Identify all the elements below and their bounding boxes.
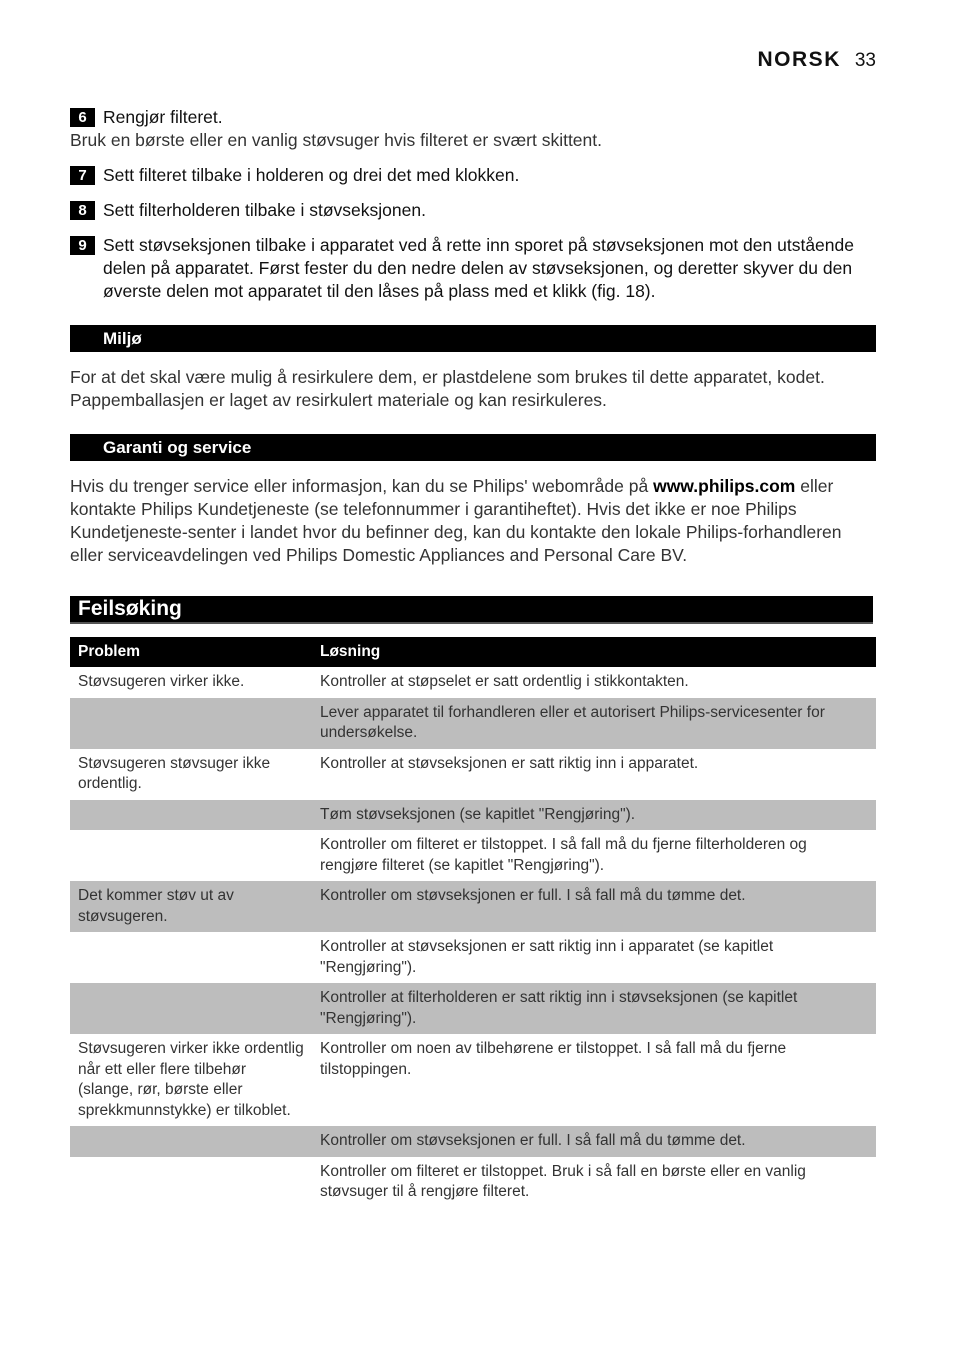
troubleshooting-table [70, 637, 876, 1208]
problem-cell: Støvsugeren virker ikke ordentlig når ett eller flere tilbehør (slange, rør, børste eller sprekkmunnstykke) er tilkoblet. [78, 1040, 304, 1119]
table-row [70, 881, 876, 932]
step-text: Sett støvseksjonen tilbake i apparatet ved å rette inn sporet på støvseksjonen mot den utstående delen på apparatet. Først fester du den nedre delen av støvseksjonen, og deretter skyver du den øverste delen mot apparatet til den låses på plass med et klikk (fig. 18). [103, 235, 854, 301]
problem-cell [70, 1157, 312, 1208]
table-row [70, 800, 876, 831]
table-row [70, 749, 876, 800]
header-language: NORSK [757, 48, 841, 71]
solution-cell: Kontroller om støvseksjonen er full. I så fall må du tømme det. [312, 1126, 876, 1157]
guarantee-text-after: eller kontakte Philips Kundetjeneste (se telefonnummer i garantiheftet). Hvis det ikke er noe Philips Kundetjeneste-senter i landet hvor du befinner deg, kan du kontakte den lokale Philips-forhandleren eller serviceavdelingen ved Philips Domestic Appliances and Personal Care BV. [70, 476, 842, 565]
section-title-environment: Miljø [70, 325, 876, 352]
step-8 [70, 199, 876, 222]
solution-cell: Lever apparatet til forhandleren eller et autorisert Philips-servicesenter for undersøkelse. [312, 698, 876, 749]
solution-cell: Kontroller at støvseksjonen er satt riktig inn i apparatet. [320, 754, 699, 772]
solution-cell: Kontroller at filterholderen er satt riktig inn i støvseksjonen (se kapitlet "Rengjøring"). [312, 983, 876, 1034]
table-row [70, 830, 876, 881]
problem-cell: Det kommer støv ut av støvsugeren. [70, 881, 312, 932]
step-7 [70, 164, 876, 187]
environment-text: For at det skal være mulig å resirkulere dem, er plastdelene som brukes til dette apparatet, kodet. Pappemballasjen er laget av resirkulert materiale og kan resirkuleres. [70, 367, 825, 410]
solution-cell: Tøm støvseksjonen (se kapitlet "Rengjøring"). [312, 800, 876, 831]
table-body [70, 667, 876, 1208]
problem-cell [70, 830, 312, 881]
guarantee-text-before: Hvis du trenger service eller informasjon, kan du se Philips' webområde på [70, 476, 654, 496]
table-row [70, 932, 876, 983]
philips-website-link[interactable]: www.philips.com [653, 476, 796, 496]
step-note: Bruk en børste eller en vanlig støvsuger hvis filteret er svært skittent. [70, 130, 602, 150]
problem-cell: Støvsugeren virker ikke. [78, 673, 245, 690]
solution-cell: Kontroller om noen av tilbehørene er tilstoppet. I så fall må du fjerne tilstoppingen. [320, 1040, 787, 1078]
problem-cell [70, 698, 312, 749]
step-number: 7 [70, 166, 95, 185]
step-number: 8 [70, 201, 95, 220]
table-row [70, 1034, 876, 1126]
step-6 [70, 106, 876, 129]
problem-cell [70, 932, 312, 983]
solution-cell: Kontroller om filteret er tilstoppet. Bruk i så fall en børste eller en vanlig støvsuger til å rengjøre filteret. [320, 1162, 806, 1200]
chapter-title-troubleshooting: Feilsøking [70, 596, 873, 624]
table-header-row [70, 637, 876, 667]
section-title-guarantee: Garanti og service [70, 434, 876, 461]
table-row [70, 1126, 876, 1157]
step-9 [70, 234, 876, 303]
solution-cell: Kontroller at støpselet er satt ordentlig i stikkontakten. [320, 673, 689, 690]
problem-cell [70, 1126, 312, 1157]
step-number: 6 [70, 108, 95, 127]
step-text: Sett filterholderen tilbake i støvseksjonen. [103, 200, 426, 220]
step-number: 9 [70, 236, 95, 255]
guarantee-text [70, 475, 876, 567]
problem-cell: Støvsugeren støvsuger ikke ordentlig. [78, 754, 271, 792]
page-header [758, 48, 876, 72]
table-row [70, 698, 876, 749]
page-content [70, 106, 876, 1208]
column-header-problem: Problem [70, 637, 312, 667]
page-number: 33 [854, 50, 876, 71]
problem-cell [70, 800, 312, 831]
table-row [70, 983, 876, 1034]
table-row [70, 667, 876, 698]
table-row [70, 1157, 876, 1208]
solution-cell: Kontroller om filteret er tilstoppet. I så fall må du fjerne filterholderen og rengjøre filteret (se kapitlet "Rengjøring"). [320, 836, 807, 874]
step-text: Sett filteret tilbake i holderen og drei det med klokken. [103, 165, 520, 185]
problem-cell [70, 983, 312, 1034]
solution-cell: Kontroller at støvseksjonen er satt riktig inn i apparatet (se kapitlet "Rengjøring"). [320, 938, 774, 976]
column-header-solution: Løsning [312, 637, 876, 667]
solution-cell: Kontroller om støvseksjonen er full. I så fall må du tømme det. [312, 881, 876, 932]
step-text: Rengjør filteret. [103, 107, 223, 127]
